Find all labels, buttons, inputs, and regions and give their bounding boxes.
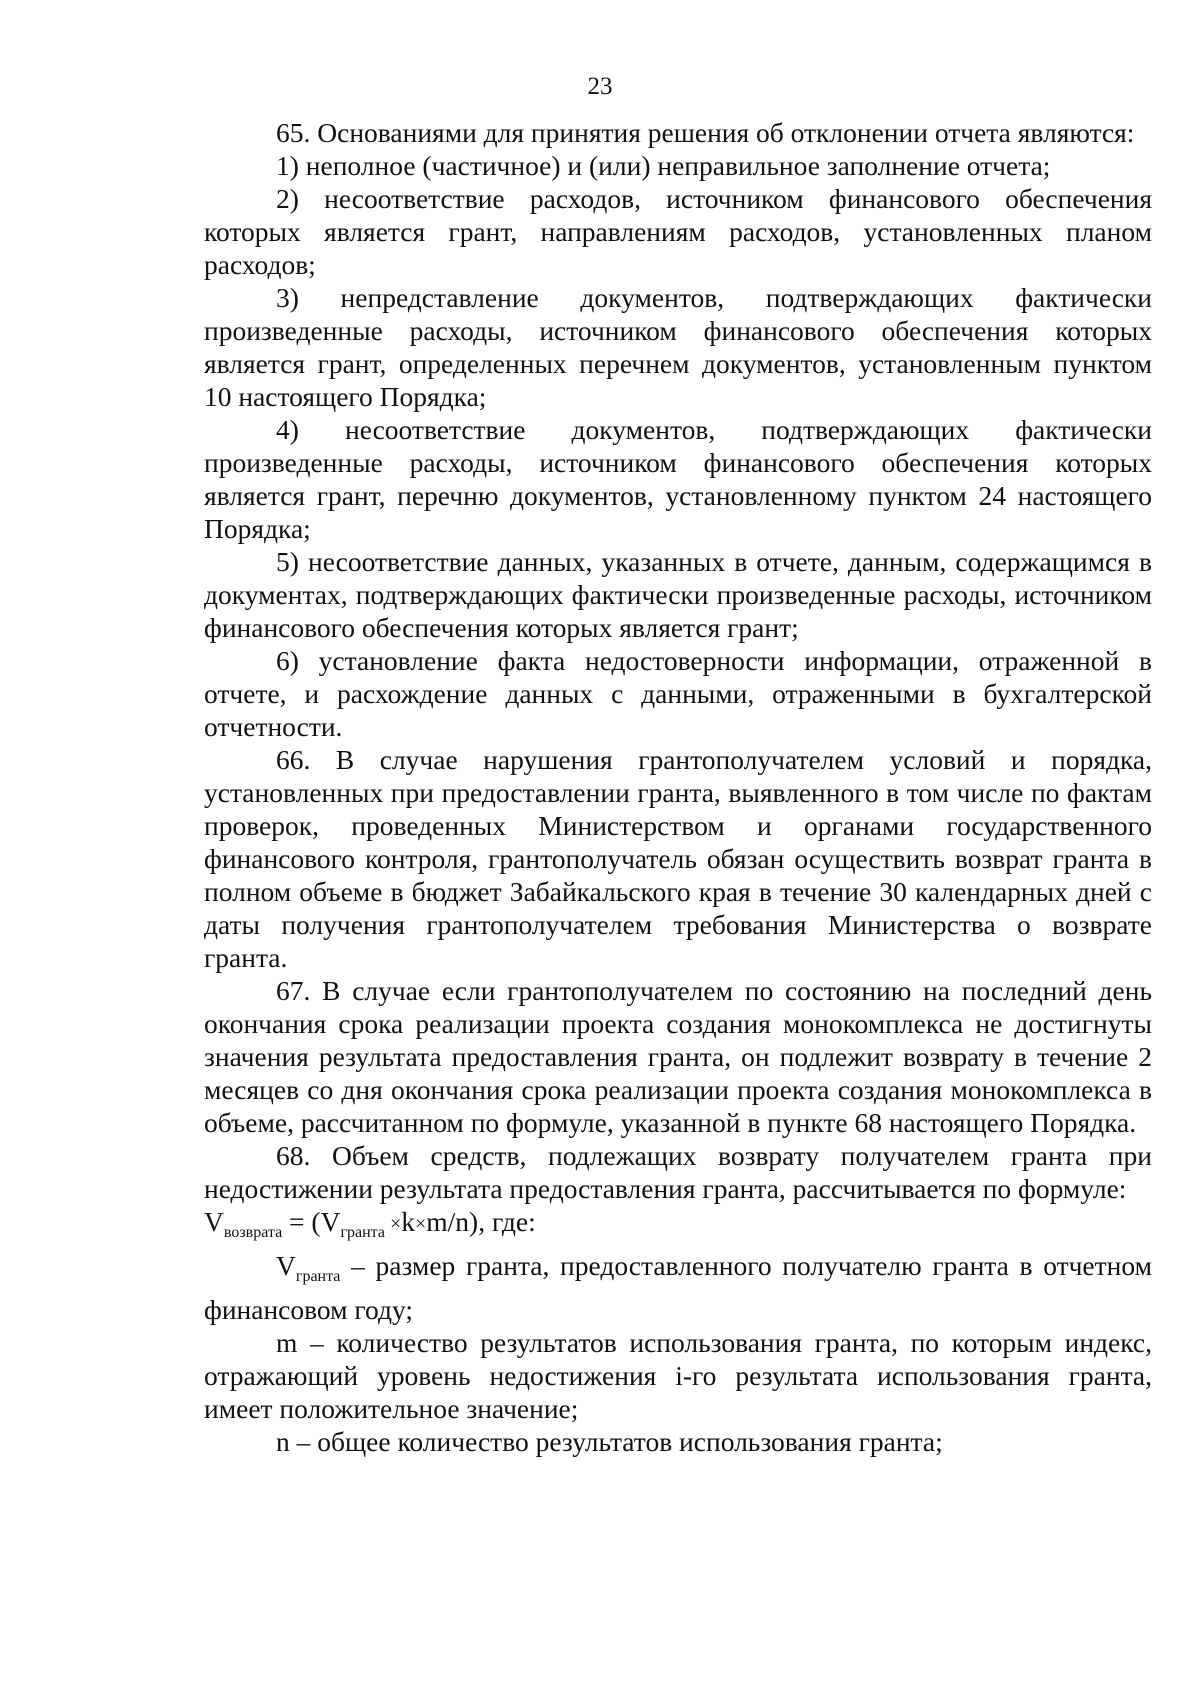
list-item-4: 4) несоответствие документов, подтверждающих фактически произведенные расходы, источником финансового обеспечения которых является грант, перечню документов, установленному пунктом 24 настоящего Порядка; bbox=[204, 414, 1152, 544]
definition-v-subscript: гранта bbox=[295, 1268, 341, 1285]
definition-m: m – количество результатов использования гранта, по которым индекс, отражающий уровень недостижения i-го результата использования гранта, имеет положительное значение; bbox=[204, 1327, 1152, 1424]
definition-v-grant bbox=[204, 1249, 1152, 1326]
formula-v: V bbox=[204, 1206, 224, 1237]
paragraph-65: 65. Основаниями для принятия решения об отклонении отчета являются: bbox=[276, 117, 1135, 148]
formula-multiply-2: × bbox=[415, 1213, 427, 1235]
definition-v-symbol: V bbox=[276, 1250, 296, 1281]
list-item-3: 3) непредставление документов, подтверждающих фактически произведенные расходы, источником финансового обеспечения которых является грант, определенных перечнем документов, установленным пунктом 10 настоящего Порядка; bbox=[204, 282, 1152, 412]
return-formula bbox=[204, 1205, 1152, 1249]
paragraph-68: 68. Объем средств, подлежащих возврату получателем гранта при недостижении результата предоставления гранта, рассчитывается по формуле: bbox=[204, 1140, 1152, 1204]
formula-equals: = (V bbox=[282, 1206, 341, 1237]
formula-subscript-grant: гранта bbox=[340, 1224, 385, 1241]
definition-v-text: – размер гранта, предоставленного получателю гранта в отчетном финансовом году; bbox=[204, 1250, 1152, 1325]
formula-k: k bbox=[401, 1206, 415, 1237]
definition-n: n – общее количество результатов использования гранта; bbox=[276, 1426, 943, 1457]
formula-subscript-return: возврата bbox=[223, 1224, 283, 1241]
formula-multiply-1: × bbox=[384, 1213, 402, 1235]
list-item-6: 6) установление факта недостоверности информации, отраженной в отчете, и расхождение данных с данными, отраженными в бухгалтерской отчетности. bbox=[204, 645, 1152, 742]
list-item-5: 5) несоответствие данных, указанных в отчете, данным, содержащимся в документах, подтверждающих фактически произведенные расходы, источником финансового обеспечения которых является грант; bbox=[204, 546, 1152, 643]
document-body bbox=[204, 116, 1152, 1458]
formula-tail: m/n), где: bbox=[426, 1206, 536, 1237]
page-number: 23 bbox=[587, 73, 613, 100]
list-item-1: 1) неполное (частичное) и (или) неправильное заполнение отчета; bbox=[276, 150, 1051, 181]
paragraph-66: 66. В случае нарушения грантополучателем условий и порядка, установленных при предоставлении гранта, выявленного в том числе по фактам проверок, проведенных Министерством и органами государственного финансового контроля, грантополучатель обязан осуществить возврат гранта в полном объеме в бюджет Забайкальского края в течение 30 календарных дней с даты получения грантополучателем требования Министерства о возврате гранта. bbox=[204, 744, 1152, 973]
paragraph-67: 67. В случае если грантополучателем по состоянию на последний день окончания срока реализации проекта создания монокомплекса не достигнуты значения результата предоставления гранта, он подлежит возврату в течение 2 месяцев со дня окончания срока реализации проекта создания монокомплекса в объеме, рассчитанном по формуле, указанной в пункте 68 настоящего Порядка. bbox=[204, 975, 1152, 1138]
list-item-2: 2) несоответствие расходов, источником финансового обеспечения которых является грант, направлениям расходов, установленных планом расходов; bbox=[204, 183, 1152, 280]
